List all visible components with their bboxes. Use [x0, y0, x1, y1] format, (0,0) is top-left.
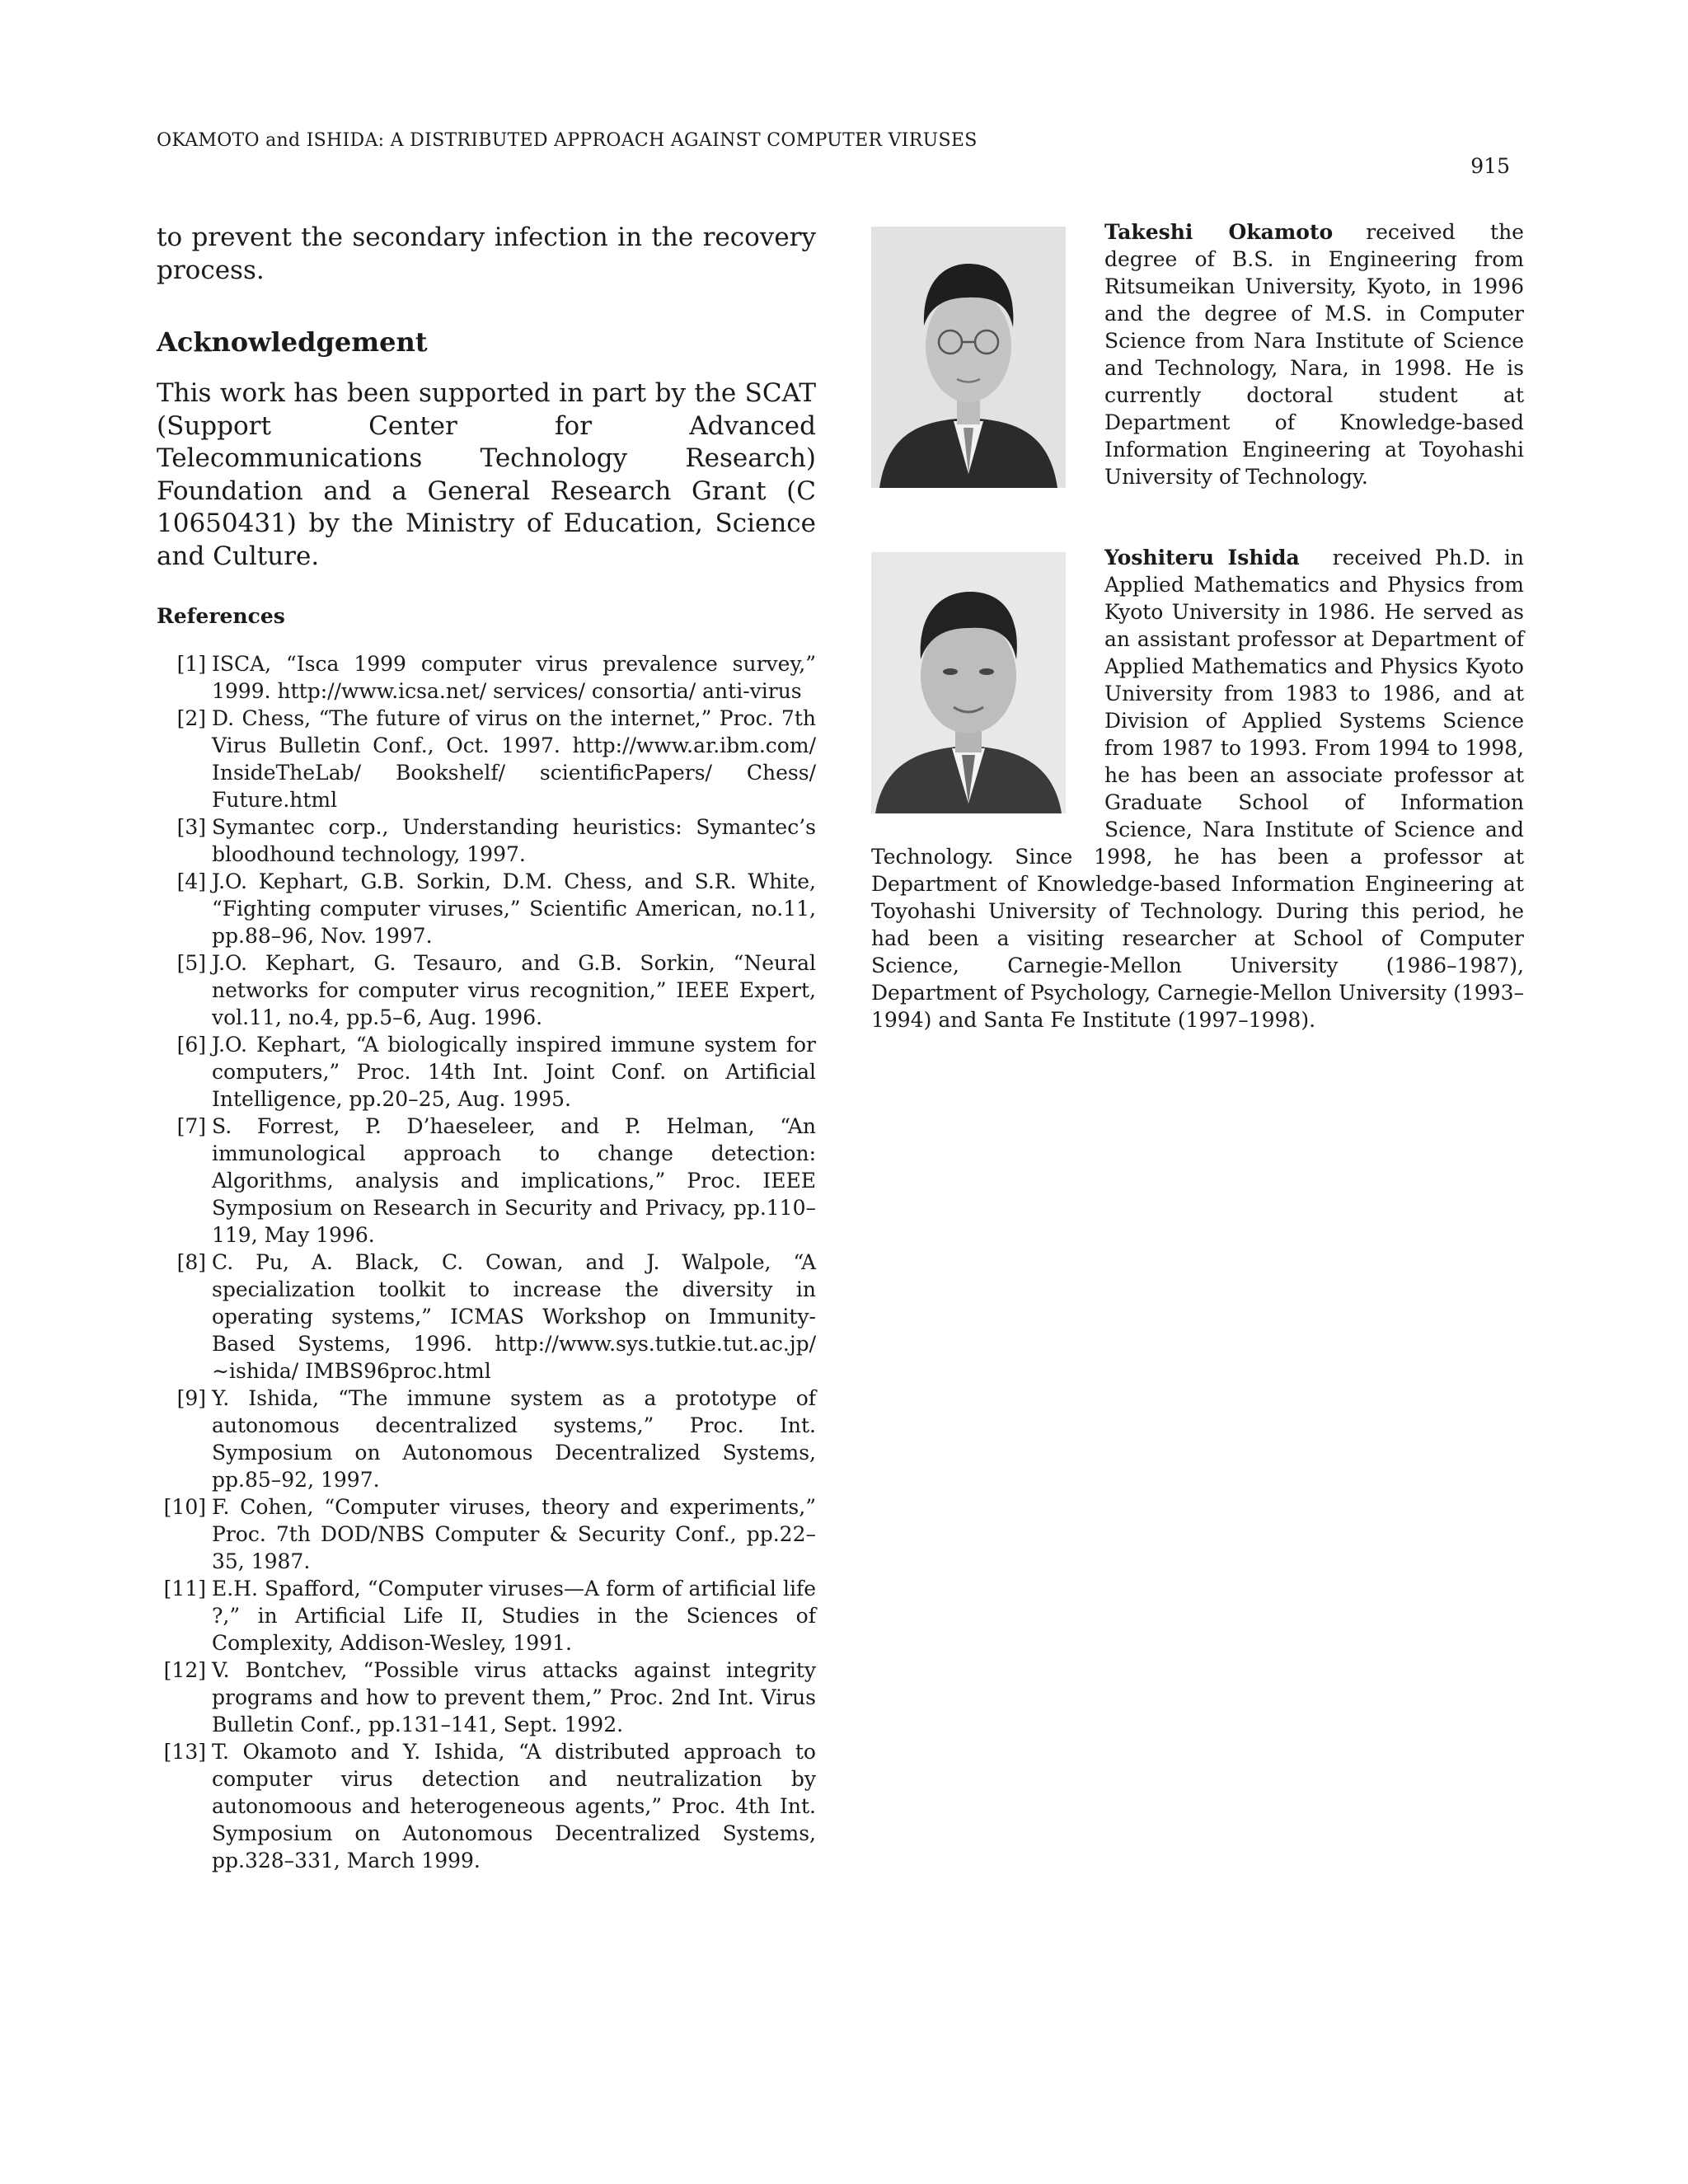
reference-number: [1] — [176, 652, 206, 676]
author-photo — [871, 227, 1066, 488]
reference-item — [157, 1493, 816, 1575]
reference-text: T. Okamoto and Y. Ishida, “A distributed approach to computer virus detection and neutralization by autonomoous and heterogeneous agents,” Proc. 4th Int. Symposium on Autonomous Decentralized Systems, pp.328–331, March 1999. — [212, 1740, 816, 1872]
author-name: Yoshiteru Ishida — [1104, 546, 1300, 569]
reference-text: S. Forrest, P. D’haeseleer, and P. Helman, “An immunological approach to change detection: Algorithms, analysis and implications,” Proc. IEEE Symposium on Research in Security and Privacy, pp.110–119, May 1996. — [212, 1114, 816, 1247]
reference-item — [157, 705, 816, 813]
page-number: 915 — [1470, 154, 1510, 178]
reference-number: [4] — [176, 869, 206, 893]
reference-text: V. Bontchev, “Possible virus attacks against integrity programs and how to prevent them,” Proc. 2nd Int. Virus Bulletin Conf., pp.131–141, Sept. 1992. — [212, 1658, 816, 1736]
acknowledgement-text: This work has been supported in part by the SCAT (Support Center for Advanced Telecommunications Technology Research) Foundation and a General Research Grant (C 10650431) by the Ministry of Education, Science and Culture. — [157, 378, 816, 571]
reference-number: [8] — [176, 1250, 206, 1274]
reference-item — [157, 1738, 816, 1874]
author-photo — [871, 552, 1066, 813]
acknowledgement-heading: Acknowledgement — [157, 326, 428, 358]
references-heading: References — [157, 604, 285, 628]
reference-list — [157, 650, 816, 1874]
reference-number: [10] — [163, 1495, 206, 1519]
reference-text: ISCA, “Isca 1999 computer virus prevalence survey,” 1999. http://www.icsa.net/ services/ consortia/ anti-virus — [212, 652, 816, 703]
author-bio-okamoto — [871, 218, 1524, 494]
reference-number: [3] — [176, 815, 206, 839]
author-name: Takeshi Okamoto — [1104, 220, 1334, 244]
right-column — [871, 218, 1524, 1033]
reference-number: [13] — [163, 1740, 206, 1764]
reference-text: F. Cohen, “Computer viruses, theory and experiments,” Proc. 7th DOD/NBS Computer & Security Conf., pp.22–35, 1987. — [212, 1495, 816, 1573]
reference-item — [157, 949, 816, 1031]
reference-text: J.O. Kephart, G. Tesauro, and G.B. Sorkin, “Neural networks for computer virus recognition,” IEEE Expert, vol.11, no.4, pp.5–6, Aug. 1996. — [212, 951, 816, 1029]
reference-text: D. Chess, “The future of virus on the internet,” Proc. 7th Virus Bulletin Conf., Oct. 1997. http://www.ar.ibm.com/ InsideTheLab/ Bookshelf/ scientificPapers/ Chess/ Future.html — [212, 706, 816, 812]
reference-number: [2] — [176, 706, 206, 730]
continuation-text: to prevent the secondary infection in the recovery process. — [157, 223, 816, 285]
reference-item — [157, 1031, 816, 1113]
reference-number: [6] — [176, 1033, 206, 1057]
reference-item — [157, 1575, 816, 1657]
author-bio-text: received the degree of B.S. in Engineering from Ritsumeikan University, Kyoto, in 1996 and the degree of M.S. in Computer Science from Nara Institute of Science and Technology, Nara, in 1998. He is currently doctoral student at Department of Knowledge-based Information Engineering at Toyohashi University of Technology. — [1104, 220, 1524, 489]
reference-text: J.O. Kephart, “A biologically inspired immune system for computers,” Proc. 14th Int. Joint Conf. on Artificial Intelligence, pp.20–25, Aug. 1995. — [212, 1033, 816, 1111]
reference-number: [11] — [163, 1577, 206, 1601]
reference-number: [12] — [163, 1658, 206, 1682]
reference-item — [157, 650, 816, 705]
reference-text: Symantec corp., Understanding heuristics: Symantec’s bloodhound technology, 1997. — [212, 815, 816, 866]
reference-text: E.H. Spafford, “Computer viruses—A form of artificial life ?,” in Artificial Life II, Studies in the Sciences of Complexity, Addison-Wesley, 1991. — [212, 1577, 816, 1655]
reference-text: J.O. Kephart, G.B. Sorkin, D.M. Chess, and S.R. White, “Fighting computer viruses,” Scientific American, no.11, pp.88–96, Nov. 1997. — [212, 869, 816, 948]
left-column — [157, 221, 816, 1874]
author-bio-text: received Ph.D. in Applied Mathematics and Physics from Kyoto University in 1986. He served as an assistant professor at Department of Applied Mathematics and Physics Kyoto University from 1983 to 1986, and at Division of Applied Systems Science from 1987 to 1993. From 1994 to 1998, he has been an associate professor at Graduate School of Information Science, Nara Institute of Science and Technology. Since 1998, he has been a professor at Department of Knowledge-based Information Engineering at Toyohashi University of Technology. During this period, he had been a visiting researcher at School of Computer Science, Carnegie-Mellon University (1986–1987), Department of Psychology, Carnegie-Mellon University (1993–1994) and Santa Fe Institute (1997–1998). — [871, 546, 1524, 1032]
reference-number: [7] — [176, 1114, 206, 1138]
reference-number: [9] — [176, 1386, 206, 1410]
author-bio-ishida — [871, 544, 1524, 1033]
reference-text: Y. Ishida, “The immune system as a prototype of autonomous decentralized systems,” Proc. Int. Symposium on Autonomous Decentralized Systems, pp.85–92, 1997. — [212, 1386, 816, 1492]
reference-text: C. Pu, A. Black, C. Cowan, and J. Walpole, “A specialization toolkit to increase the diversity in operating systems,” ICMAS Workshop on Immunity-Based Systems, 1996. http://www.sys.tutkie.tut.ac.jp/ ∼ishida/ IMBS96proc.html — [212, 1250, 816, 1383]
reference-item — [157, 813, 816, 868]
running-head: OKAMOTO and ISHIDA: A DISTRIBUTED APPROACH AGAINST COMPUTER VIRUSES — [157, 130, 978, 151]
reference-item — [157, 1385, 816, 1493]
reference-item — [157, 1657, 816, 1738]
reference-number: [5] — [176, 951, 206, 975]
reference-item — [157, 1249, 816, 1385]
reference-item — [157, 868, 816, 949]
reference-item — [157, 1113, 816, 1249]
